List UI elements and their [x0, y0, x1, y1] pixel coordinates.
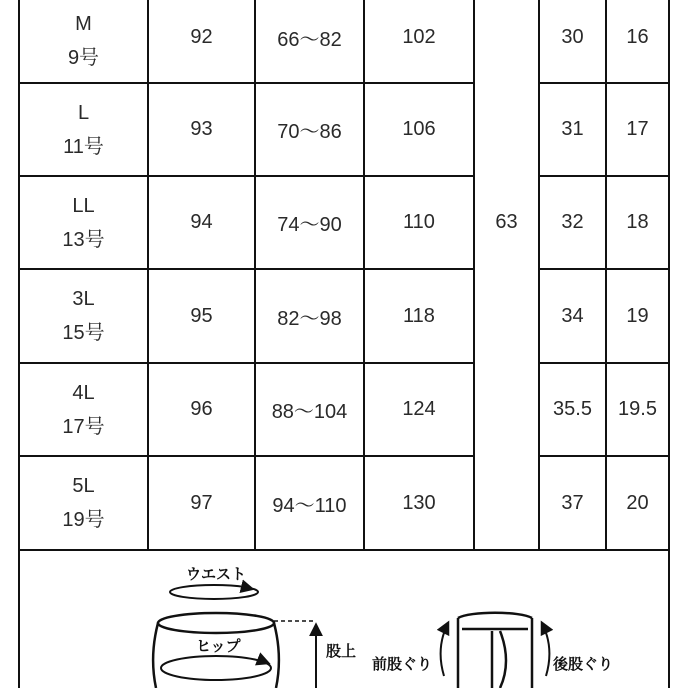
- waist-value: 94～110: [272, 494, 347, 517]
- column-5-value: 34: [561, 304, 584, 327]
- column-5-value: 31: [561, 118, 584, 140]
- column-6-value: 19.5: [618, 398, 657, 420]
- table-row: [20, 270, 147, 362]
- front-rise-label: 前股ぐり: [372, 655, 433, 673]
- measurement-diagram: [20, 551, 668, 688]
- waist-value: 82～98: [277, 307, 342, 330]
- column-3-value: 110: [403, 211, 435, 233]
- column-3-value: 130: [402, 491, 436, 514]
- column-5-value: 30: [561, 25, 584, 48]
- hip-label: ヒップ: [196, 637, 241, 655]
- waist-value: 70～86: [277, 121, 342, 143]
- waist-arrow-icon: [170, 585, 258, 599]
- hip-value: 97: [190, 491, 213, 514]
- table-row: [20, 84, 147, 175]
- waist-value: 66～82: [277, 28, 342, 51]
- waist-label: ウエスト: [186, 565, 247, 583]
- waist-value: 88～104: [271, 401, 348, 423]
- size-label: 4L: [72, 381, 95, 404]
- size-label: LL: [72, 194, 95, 217]
- column-6-value: 17: [626, 118, 649, 140]
- hip-arrow-icon: [161, 656, 271, 680]
- table-row: [20, 0, 147, 82]
- rise-label: 股上: [326, 642, 357, 660]
- column-5-value: 32: [561, 211, 584, 233]
- size-number: 13号: [62, 228, 105, 251]
- waist-value: 74～90: [277, 214, 342, 236]
- hip-value: 92: [190, 25, 213, 48]
- column-3-value: 106: [402, 118, 436, 140]
- size-label: 5L: [72, 475, 95, 497]
- hip-value: 94: [190, 211, 213, 233]
- hip-value: 93: [190, 118, 213, 140]
- size-label: 3L: [72, 288, 95, 310]
- column-6-value: 20: [626, 491, 649, 514]
- hip-value: 96: [190, 398, 213, 420]
- column-6-value: 16: [626, 25, 649, 48]
- table-border-right: [668, 0, 670, 688]
- size-number: 17号: [62, 415, 105, 438]
- size-number: 15号: [62, 322, 105, 344]
- size-number: 11号: [63, 135, 104, 158]
- column-3-value: 102: [402, 25, 436, 48]
- front-rise-arrow-icon: [441, 623, 448, 676]
- size-label: M: [75, 13, 92, 35]
- size-number: 9号: [67, 47, 100, 69]
- column-6-value: 19: [626, 304, 649, 327]
- hip-value: 95: [190, 304, 213, 327]
- column-3-value: 124: [402, 398, 436, 420]
- brief-icon: [458, 613, 532, 688]
- size-label: L: [77, 101, 90, 124]
- size-number: 19号: [62, 509, 105, 531]
- column-3-value: 118: [403, 304, 435, 327]
- merged-value: 63: [495, 211, 518, 233]
- back-rise-arrow-icon: [542, 623, 549, 676]
- column-6-value: 18: [626, 211, 649, 233]
- table-row: [20, 177, 147, 268]
- back-rise-label: 後股ぐり: [553, 655, 614, 673]
- column-5-value: 35.5: [553, 398, 592, 420]
- table-row: [20, 364, 147, 455]
- column-5-value: 37: [561, 491, 584, 514]
- table-row: [20, 457, 147, 549]
